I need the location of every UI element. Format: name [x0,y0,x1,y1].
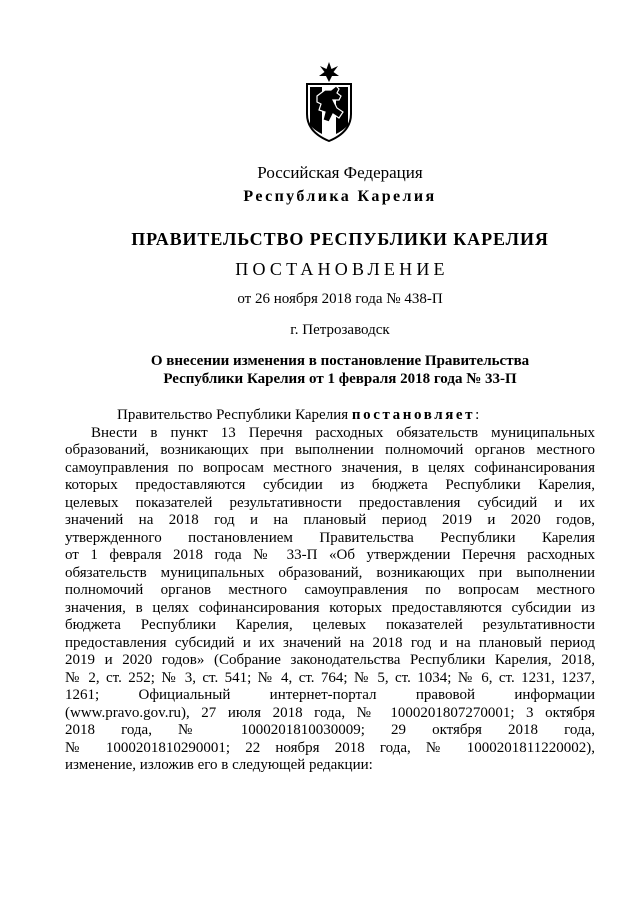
text-line: 2018 года, № 1000201810030009; 29 октября 2018 года, [65,722,595,738]
date-number: от 26 ноября 2018 года № 438-П [237,291,443,307]
document-type: ПОСТАНОВЛЕНИЕ [235,259,449,279]
text-line: которых предоставляются субсидии из бюджета Республики Карелия, [65,477,595,493]
karelia-coat-of-arms-icon [303,62,355,142]
text-line: от 1 февраля 2018 года № 33-П «Об утверждении Перечня расходных [65,547,595,563]
intro-end: : [475,407,480,423]
government-title: ПРАВИТЕЛЬСТВО РЕСПУБЛИКИ КАРЕЛИЯ [131,229,549,249]
text-line: № 2, ст. 252; № 3, ст. 541; № 4, ст. 764; № 5, ст. 1034; № 6, ст. 1231, 1237, [65,669,595,686]
republic-title: Республика Карелия [243,188,437,205]
subject-line: О внесении изменения в постановление Правительства [150,353,530,369]
city: г. Петрозаводск [290,322,390,338]
text-line: обязательств муниципальных образований, возникающих при выполнении [65,564,595,581]
text-line: предоставления субсидий и их значений на 2018 год и на плановый период [65,634,595,651]
intro-text: Правительство Республики Карелия [117,407,349,423]
text-line: № 1000201810290001; 22 ноября 2018 года, № 1000201811220002), [65,739,595,756]
country-title: Российская Федерация [257,163,423,182]
text-line: Внести в пункт 13 Перечня расходных обязательств муниципальных [91,424,595,441]
document-body [65,407,595,775]
main-paragraph [65,425,595,775]
text-line: бюджета Республики Карелия, целевых показателей результативности [65,617,595,633]
text-line: (www.pravo.gov.ru), 27 июля 2018 года, № 1000201807270001; 3 октября [65,704,595,721]
text-line: целевых показателей результативности предоставления субсидий и их [65,494,595,511]
intro-verb: постановляет [351,407,476,423]
text-line: образований, возникающих при выполнении полномочий органов местного [65,442,595,458]
subject-line: Республики Карелия от 1 февраля 2018 года № 33-П [163,371,517,387]
text-line: изменение, изложив его в следующей редакции: [65,757,373,773]
document-subject [20,352,640,388]
text-line: значений на 2018 год и на плановый период 2019 и 2020 годов, [65,512,595,528]
intro-paragraph [91,407,595,425]
text-line: утвержденного постановлением Правительства Республики Карелия [65,529,595,546]
text-line: 1261; Официальный интернет-портал правовой информации [65,687,595,703]
text-line: значения, в целях софинансирования которых предоставляются субсидии из [65,599,595,616]
text-line: полномочий органов местного самоуправления по вопросам местного [65,582,595,598]
text-line: 2019 и 2020 годов» (Собрание законодательства Республики Карелия, 2018, [65,652,595,668]
text-line: самоуправления по вопросам местного значения, в целях софинансирования [65,459,595,476]
